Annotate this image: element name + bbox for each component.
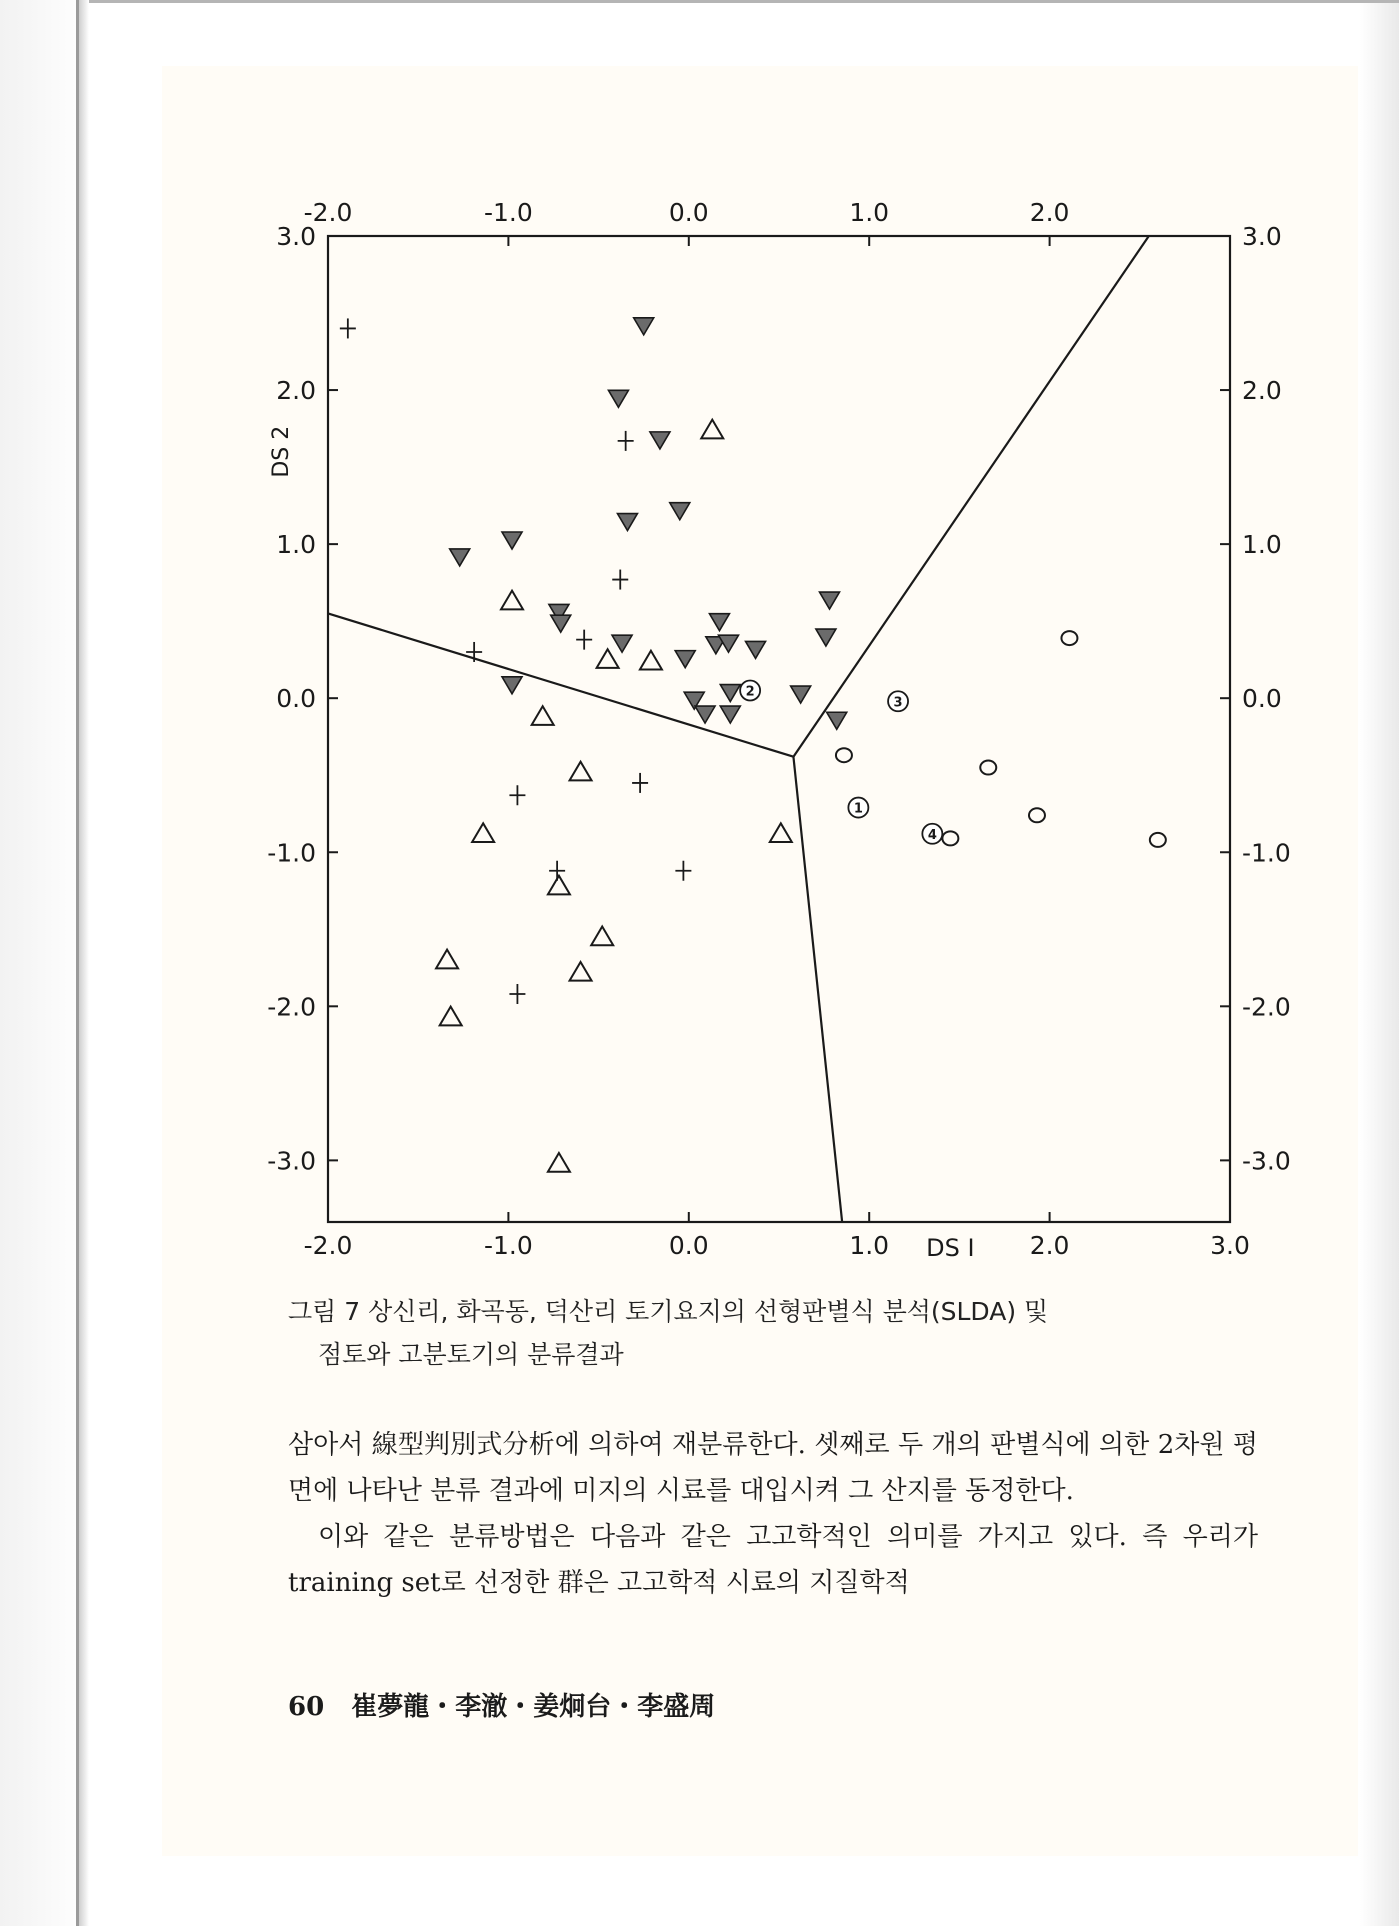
open-triangle-point — [548, 876, 570, 895]
x-tick-label-bottom: 3.0 — [1210, 1231, 1250, 1260]
open-triangle-point — [532, 706, 554, 725]
filled-triangle-point — [827, 712, 847, 729]
open-triangle-point — [640, 651, 662, 670]
plus-point — [549, 861, 565, 881]
x-tick-label-top: 2.0 — [1029, 198, 1070, 227]
axis-labels — [269, 426, 975, 1262]
filled-triangle-point — [650, 432, 670, 449]
open-circle-point — [1029, 808, 1045, 822]
y-tick-label-right: 2.0 — [1242, 376, 1282, 406]
y-tick-label-right: -3.0 — [1242, 1146, 1291, 1176]
filled-triangle-point — [450, 549, 470, 566]
discriminant-boundaries — [328, 236, 1149, 1222]
y-tick-label-left: -3.0 — [267, 1146, 316, 1176]
circled-number-point — [888, 691, 908, 711]
plus-point — [675, 861, 691, 881]
y-tick-label-left: -2.0 — [267, 992, 316, 1022]
filled-triangle-point — [746, 641, 766, 658]
x-tick-label-top: -2.0 — [303, 198, 353, 227]
open-triangle-point — [472, 823, 494, 842]
caption-line-1: 그림 7 상신리, 화곡동, 덕산리 토기요지의 선형판별식 분석(SLDA) 및 — [288, 1297, 1049, 1326]
body-paragraph-2: 이와 같은 분류방법은 다음과 같은 고고학적인 의미를 가지고 있다. 즉 우리가 training set로 선정한 群은 고고학적 시료의 지질학적 — [288, 1522, 1258, 1598]
plus-point — [340, 318, 356, 338]
filled-triangle-point — [634, 318, 654, 335]
y-tick-label-left: 0.0 — [276, 684, 316, 714]
y-tick-label-right: -2.0 — [1242, 992, 1291, 1022]
y-tick-label-left: 1.0 — [276, 530, 316, 560]
x-tick-label-bottom: 2.0 — [1029, 1231, 1070, 1260]
page-number: 60 — [288, 1692, 325, 1722]
body-text — [288, 1422, 1258, 1606]
open-circle-point — [1061, 631, 1077, 645]
circled-number-point — [848, 798, 868, 818]
y-axis-label: DS 2 — [269, 425, 294, 478]
plus-point — [612, 570, 628, 590]
y-tick-label-left: 2.0 — [276, 376, 316, 406]
y-tick-label-left: -1.0 — [267, 838, 316, 868]
figure-caption — [288, 1290, 1248, 1376]
filled-triangle-point — [695, 706, 715, 723]
open-triangle-point — [440, 1007, 462, 1026]
y-tick-label-right: 0.0 — [1242, 684, 1282, 714]
axis-ticks — [267, 198, 1291, 1260]
x-tick-label-top: 1.0 — [849, 198, 890, 227]
circled-number-label: 2 — [745, 684, 755, 700]
open-circle-point — [1150, 833, 1166, 847]
y-tick-label-right: 3.0 — [1242, 222, 1282, 251]
open-triangle-point — [701, 420, 723, 439]
filled-triangle-point — [675, 651, 695, 668]
open-triangle-point — [570, 962, 592, 981]
boundary-line-2 — [793, 236, 1148, 757]
x-tick-label-bottom: 0.0 — [668, 1231, 709, 1260]
page-footer — [288, 1686, 715, 1723]
body-paragraph-1: 삼아서 線型判別式分析에 의하여 재분류한다. 셋째로 두 개의 판별식에 의한 2차원 평면에 나타난 분류 결과에 미지의 시료를 대입시켜 그 산지를 동정한다. — [288, 1430, 1258, 1506]
filled-triangle-point — [791, 686, 811, 703]
open-circle-point — [836, 748, 852, 762]
plot-border — [328, 236, 1230, 1222]
open-triangle-point — [436, 950, 458, 969]
filled-triangle-point — [670, 503, 690, 520]
circled-number-point — [922, 824, 942, 844]
filled-triangle-point — [608, 390, 628, 407]
plot-frame — [328, 236, 1230, 1222]
boundary-line-3 — [793, 757, 842, 1222]
open-triangle-point — [548, 1153, 570, 1172]
filled-triangle-point — [720, 685, 740, 702]
footer-authors: 崔夢龍・李澈・姜炯台・李盛周 — [351, 1692, 716, 1722]
x-tick-label-bottom: -2.0 — [303, 1231, 353, 1260]
open-triangle-point — [501, 591, 523, 610]
filled-triangle-point — [820, 592, 840, 609]
circled-number-label: 3 — [893, 695, 903, 711]
plus-point — [632, 773, 648, 793]
plus-point — [509, 785, 525, 805]
open-triangle-point — [597, 649, 619, 668]
filled-triangle-point — [551, 615, 571, 632]
filled-triangle-point — [612, 635, 632, 652]
circled-number-label: 4 — [927, 827, 937, 843]
filled-triangle-point — [617, 514, 637, 531]
circled-number-point — [740, 680, 760, 700]
y-tick-label-right: -1.0 — [1242, 838, 1291, 868]
open-circle-point — [980, 761, 996, 775]
plus-point — [576, 630, 592, 650]
x-tick-label-top: 0.0 — [668, 198, 709, 227]
plus-point — [618, 431, 634, 451]
y-tick-label-left: 3.0 — [276, 222, 316, 251]
open-circle-point — [942, 831, 958, 845]
x-axis-label: DS I — [926, 1234, 975, 1262]
caption-line-2: 점토와 고분토기의 분류결과 — [318, 1340, 624, 1369]
open-triangle-point — [770, 823, 792, 842]
filled-triangle-point — [816, 629, 836, 646]
filled-triangle-point — [720, 706, 740, 723]
y-tick-label-right: 1.0 — [1242, 530, 1282, 560]
plus-point — [509, 984, 525, 1004]
filled-triangle-point — [502, 532, 522, 549]
x-tick-label-bottom: 1.0 — [849, 1231, 890, 1260]
plus-point — [466, 642, 482, 662]
open-triangle-point — [570, 762, 592, 781]
filled-triangle-point — [502, 677, 522, 694]
open-triangle-point — [591, 927, 613, 946]
x-tick-label-top: -1.0 — [484, 198, 533, 227]
x-tick-label-bottom: -1.0 — [484, 1231, 533, 1260]
filled-triangle-point — [709, 614, 729, 631]
circled-number-label: 1 — [853, 801, 863, 817]
